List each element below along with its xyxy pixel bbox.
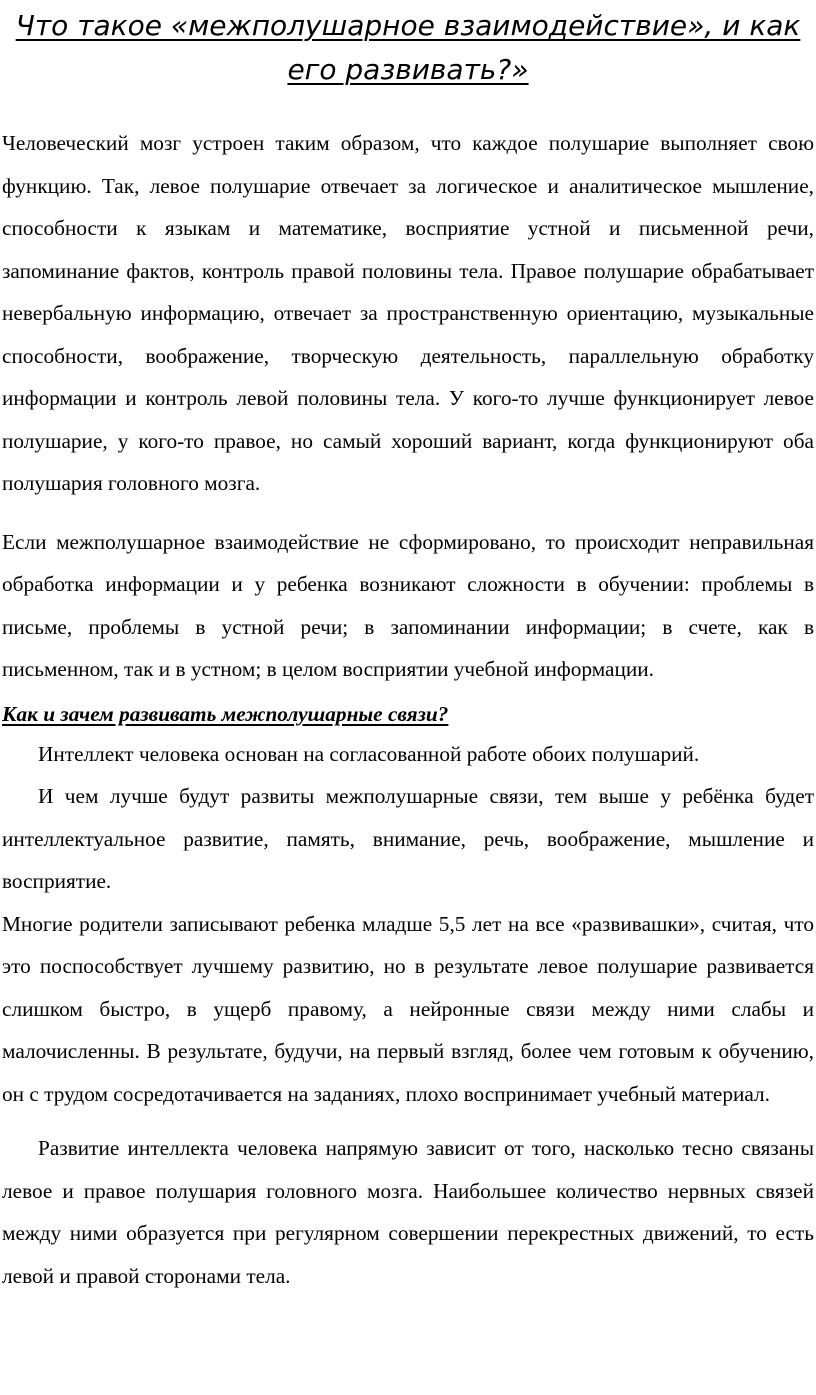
paragraph-connections: И чем лучше будут развиты межполушарные связи, тем выше у ребёнка будет интеллектуальное развитие, память, внимание, речь, воображение, мышление и восприятие.	[2, 784, 814, 893]
paragraph-parents: Многие родители записывают ребенка младше 5,5 лет на все «развивашки», считая, что это поспособствует лучшему развитию, но в результате левое полушарие развивается слишком быстро, в ущерб правому, а нейронные связи между ними слабы и малочисленны. В результате, будучи, на первый взгляд, более чем готовым к обучению, он с трудом сосредотачивается на заданиях, плохо воспринимает учебный материал.	[2, 911, 814, 1106]
section-subheading: Как и зачем развивать межполушарные связи?	[2, 701, 449, 726]
document-title: Что такое «межполушарное взаимодействие», и как его развивать?»	[15, 9, 801, 86]
paragraph-hemispheres: Человеческий мозг устроен таким образом, что каждое полушарие выполняет свою функцию. Так, левое полушарие отвечает за логическое и аналитическое мышление, способности к языкам и математике, восприятие устной и письменной речи, запоминание фактов, контроль правой половины тела. Правое полушарие обрабатывает невербальную информацию, отвечает за пространственную ориентацию, музыкальные способности, воображение, творческую деятельность, параллельную обработку информации и контроль левой половины тела. У кого-то лучше функционирует левое полушарие, у кого-то правое, но самый хороший вариант, когда функционируют оба полушария головного мозга.	[2, 131, 814, 495]
paragraph-development: Развитие интеллекта человека напрямую зависит от того, насколько тесно связаны левое и правое полушария головного мозга. Наибольшее количество нервных связей между ними образуется при регулярном совершении перекрестных движений, то есть левой и правой сторонами тела.	[2, 1136, 814, 1288]
paragraph-interaction: Если межполушарное взаимодействие не сформировано, то происходит неправильная обработка информации и у ребенка возникают сложности в обучении: проблемы в письме, проблемы в устной речи; в запоминании информации; в счете, как в письменном, так и в устном; в целом восприятии учебной информации.	[2, 529, 814, 681]
paragraph-intellect: Интеллект человека основан на согласованной работе обоих полушарий.	[38, 741, 700, 766]
